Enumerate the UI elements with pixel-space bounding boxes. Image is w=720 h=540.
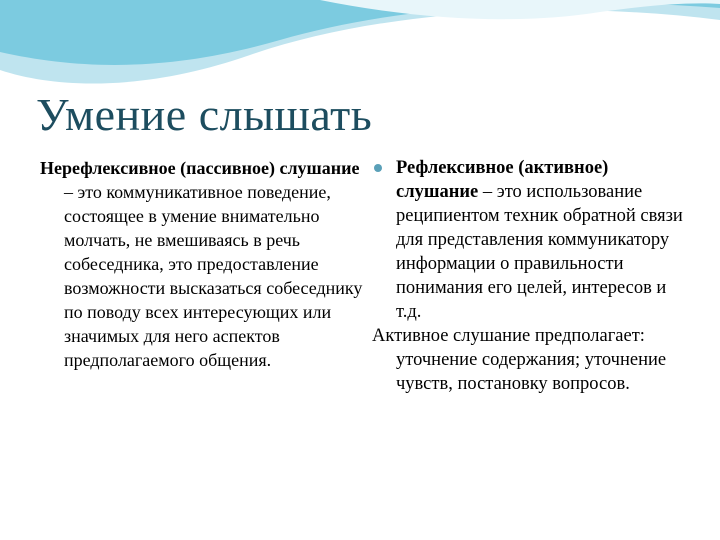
passive-listening-heading: Нерефлексивное (пассивное) слушание (40, 158, 360, 178)
active-listening-text: – это использование реципиентом техник обратной связи для представления коммуникатору информации о правильности понимания его целей, интересов и т.д. (396, 182, 683, 322)
active-listening-heading: Рефлексивное (активное) слушание (396, 158, 609, 202)
header-wave-decoration (0, 0, 720, 90)
passive-listening-column (40, 156, 370, 372)
slide-title: Умение слышать (36, 89, 373, 140)
active-listening-paragraph (372, 156, 692, 324)
active-listening-paragraph-2: Активное слушание предполагает: уточнение содержания; уточнение чувств, постановку вопросов. (372, 326, 667, 394)
passive-listening-text: – это коммуникативное поведение, состоящее в умение внимательно молчать, не вмешиваясь в речь собеседника, это предоставление возможности высказаться собеседнику по поводу всех интересующих или значимых для него аспектов предполагаемого общения. (64, 182, 363, 370)
bullet-dot-icon (374, 164, 382, 172)
passive-listening-paragraph (40, 156, 370, 372)
active-listening-column (372, 156, 692, 396)
